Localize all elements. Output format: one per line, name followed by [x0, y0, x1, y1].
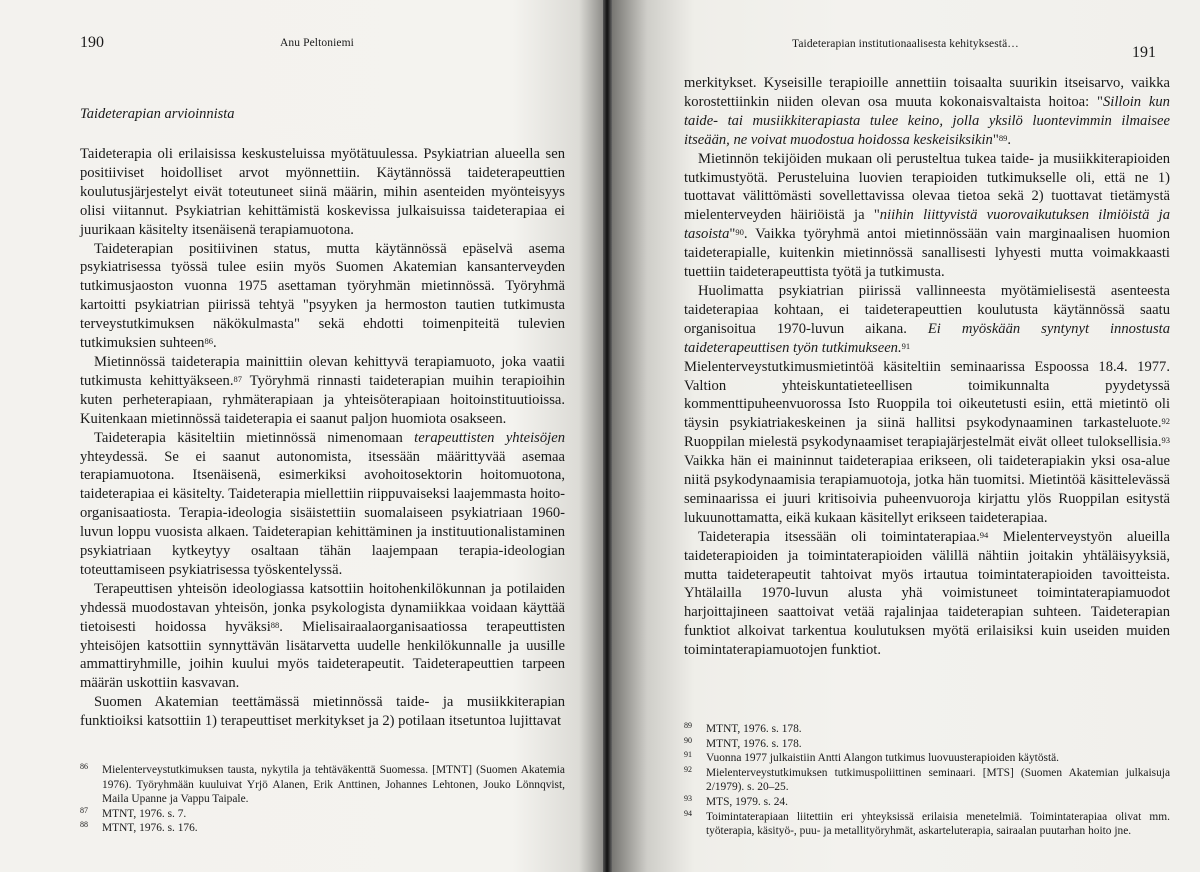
footnote — [684, 737, 1170, 752]
body-paragraph: Mietinnössä taideterapia mainittiin olevan kehittyvä terapiamuoto, joka vaatii tutkimusta kehittyäkseen.$^{87}$ Työryhmä rinnasti taideterapian muihin terapioihin kuten perheterapiaan, ryhmäterapiaan ja yhteisöterapiaan hoitoinstituutioissa. Kuitenkaan mietinnössä taideterapia ei saanut paljon huomiota osakseen. — [80, 353, 565, 427]
italic-span: Ei myöskään syntynyt innostusta taideterapeuttisen työn tutkimukseen. — [684, 320, 1170, 356]
footnote-number: 86 — [80, 762, 88, 771]
footnote-text: MTNT, 1976. s. 7. — [102, 807, 187, 820]
section-heading: Taideterapian arvioinnista — [80, 106, 235, 122]
footnote-number: 87 — [80, 805, 88, 815]
page-number-right: 191 — [1132, 44, 1156, 61]
footnote-number: 94 — [684, 808, 692, 818]
footnote-number: 92 — [684, 764, 692, 774]
footnote-ref: 86 — [204, 336, 213, 347]
body-paragraph: Taideterapia käsiteltiin mietinnössä nimenomaan terapeuttisten yhteisöjen yhteydessä. Se ei saanut autonomista, itsessään määrittyvää asemaa terapiamuotona. Itsenäisenä, esimerkiksi avohoitosektorin hoitomuotona, taideterapiaa ei käsitelty. Taideterapia miellettiin riippuvaiseksi laajemmasta hoito-organisaatiosta. Terapia-ideologia sisäistettiin suomalaiseen psykiatriaan 1960-luvun loppu vuosista alkaen. Taideterapian kehittäminen ja instituutionalistaminen psykiatriaan kytkeytyy osaltaan tähän laajempaan terapia-ideologian toteuttamiseen psykiatrisessa työskentelyssä. — [80, 429, 565, 578]
footnote — [80, 763, 565, 807]
footnote-text: Mielenterveystutkimuksen tausta, nykytila ja tehtäväkenttä Suomessa. [MTNT] (Suomen Akatemia 1976). Työryhmään kuuluivat Yrjö Alanen, Erik Anttinen, Johannes Lehtonen, Jouko Lönnqvist, Maila Upanne ja Vappu Taipale. — [102, 764, 565, 806]
body-paragraph: Mietinnön tekijöiden mukaan oli perusteltua tukea taide- ja musiikkiterapioiden tutkimustyötä. Perusteluina luovien terapioiden tutkimukselle oli, että ne 1) tuottavat välittömästi sovellettavissa olevaa tietoa sekä 2) tuottavat tietämystä mielenterveyden häiriöistä ja "niihin liittyvistä vuorovaikutuksen ilmiöistä ja tasoista"$^{90}$. Vaikka työryhmä antoi mietinnössään vain marginaalisen huomion taideterapialle, kuitenkin mietinnössä sanallisesti lyhyesti mutta voimakkaasti tuettiin taideterapeuttista työtä ja tutkimusta. — [684, 150, 1170, 281]
footnote-number: 90 — [684, 735, 692, 745]
right-footnotes — [684, 722, 1170, 839]
body-paragraph: merkitykset. Kyseisille terapioille annettiin toisaalta suurikin itseisarvo, vaikka korostettiinkin niiden olevan osa muuta kokonaisvaltaista hoitoa: "Silloin kun taide- tai musiikkiterapiasta tulee keino, jolla yksilö luontevimmin ilmaisee itseään, ne voivat muodostua hoidossa keskeisiksikin"$^{89}$. — [684, 75, 1170, 148]
footnote-text: Toimintaterapiaan liitettiin eri yhteyksissä erilaisia menetelmiä. Toimintaterapiaa olivat mm. työterapia, käsityö-, puu- ja metallityöryhmät, askarteluterapia, sairaalan puutarhan hoito jne. — [706, 810, 1170, 838]
footnote — [684, 722, 1170, 737]
footnote-ref: 91 — [901, 340, 911, 351]
footnote-number: 91 — [684, 750, 692, 760]
body-paragraph: Huolimatta psykiatrian piirissä vallinneesta myötämielisestä asenteesta taideterapiaa kohtaan, ei taideterapeuttien koulutusta käytännössä saatu organisoitua 1970-luvun aikana. Ei myöskään syntynyt innostusta taideterapeuttisen työn tutkimukseen.$^{91}$ — [684, 282, 1170, 356]
body-paragraph: Terapeuttisen yhteisön ideologiassa katsottiin hoitohenkilökunnan ja potilaiden yhdessä muodostavan yhteisön, jonka psykologista dynamiikkaa voidaan käyttää tietoisesti hoidossa hyväksi$^{88}$. Mielisairaalaorganisaatiossa terapeuttisten yhteisöjen katsottiin synnyttävän lisätarvetta uudelle henkilökunnalle ja uusille ammattiryhmille, joihin kuului myös taideterapeutit. Taideterapeuttien tarpeen määrän uskottiin kasvavan. — [80, 580, 565, 692]
footnote-ref: 92 — [1161, 416, 1170, 427]
footnote-text: MTNT, 1976. s. 176. — [102, 822, 198, 835]
right-running-head — [684, 34, 1170, 74]
body-paragraph: Taideterapia itsessään oli toimintaterapiaa.$^{94}$ Mielenterveystyön alueilla taideterapioiden ja toimintaterapioiden välillä nähtiin joitakin yhtäläisyyksiä, mutta taideterapeutit tahtoivat myös irtautua toimintaterapioiden tavoitteista. Yhtälailla 1970-luvun alusta yhä voimistuneet toimintaterapiamuodot harjoittajineen saattoivat vetää rajalinjaa taideterapian suhteen. Taideterapian funktiot alkoivat tarkentua koulutuksen myötä erilaisiksi kuin useiden muiden toimintaterapiamuotojen funktiot. — [684, 528, 1170, 659]
footnote-text: MTS, 1979. s. 24. — [706, 795, 788, 808]
body-paragraph: Taideterapian positiivinen status, mutta käytännössä epäselvä asema psykiatrisessa työssä tulee esiin myös Suomen Akatemian kansanterveyden tutkimusjaoston vuonna 1975 asettaman työryhmän mietinnössä. Työryhmä kartoitti psykiatrian piirissä tehtyä "psyyken ja hermoston tautien tutkimusta terveystutkimuksen näkökulmasta" sekä ehdotti toimenpiteitä tulevien tutkimuksien suhteen$^{86}$. — [80, 240, 565, 352]
footnote-ref: 94 — [979, 529, 989, 540]
italic-span: terapeuttisten yhteisöjen — [414, 429, 565, 446]
footnote — [80, 821, 565, 836]
footnote-ref: 88 — [270, 619, 280, 630]
left-body-text — [80, 145, 565, 731]
footnote-number: 89 — [684, 721, 692, 730]
footnote-text: Vuonna 1977 julkaistiin Antti Alangon tutkimus luovuusterapioiden käytöstä. — [706, 752, 1060, 765]
footnote — [684, 795, 1170, 810]
footnote-number: 88 — [80, 820, 88, 830]
footnote — [684, 751, 1170, 766]
body-paragraph: Mielenterveystutkimusmietintöä käsiteltiin seminaarissa Espoossa 18.4. 1977. Valtion yhteiskuntatieteellisen toimikunnalta pyydetyssä kommenttipuheenvuorossa Isto Ruoppila toi oikeutetusti esiin, että mietintö oli täysin psykiatriakeskeinen ja siinä hallitsi psykodynaaminen tarkasteluote.$^{92}$ Ruoppilan mielestä psykodynaamiset terapiajärjestelmät eivät olleet tuloksellisia.$^{93}$ Vaikka hän ei maininnut taideterapiaa erikseen, oli taideterapiakin yksi osa-alue niitä psykodynaamisia terapiamuotoja, jotka hän tuomitsi. Mietintöä käsittelevässä seminaarissa ei juuri kritisoivia puheenvuoroja kirjattu ylös Ruoppilan esitystä lukuunottamatta, eikä kukaan käsitellyt erikseen taideterapiaa. — [684, 358, 1170, 526]
footnote-text: MTNT, 1976. s. 178. — [706, 737, 802, 750]
footnote — [684, 766, 1170, 795]
book-gutter — [603, 0, 612, 872]
right-body-text — [684, 74, 1170, 660]
footnote-number: 93 — [684, 793, 692, 803]
footnote — [80, 807, 565, 822]
left-footnotes — [80, 763, 565, 836]
footnote-text: MTNT, 1976. s. 178. — [706, 723, 802, 735]
footnote-ref: 90 — [735, 227, 744, 238]
footnote — [684, 810, 1170, 839]
running-head-title: Taideterapian institutionaalisesta kehityksestä… — [792, 38, 1019, 50]
footnote-ref: 93 — [1161, 435, 1170, 446]
footnote-ref: 87 — [233, 373, 242, 384]
page-number-left: 190 — [80, 34, 104, 51]
right-page — [612, 0, 1200, 872]
left-running-head — [80, 34, 565, 74]
body-paragraph: Taideterapia oli erilaisissa keskusteluissa myötätuulessa. Psykiatrian alueella sen positiiviset hoidolliset arvot myönnettiin. Käytännössä taideterapeuttien koulutusjärjestelyt eivät toteutuneet siinä määrin, mihin asenteiden myönteisyys olisi viitannut. Psykiatrian kehittämistä koskevissa julkaisuissa taideterapiaa ei juurikaan käsitelty itsenäisenä terapiamuotona. — [80, 146, 565, 238]
footnote-text: Mielenterveystutkimuksen tutkimuspoliittinen seminaari. [MTS] (Suomen Akatemian julkaisuja 2/1979). s. 20–25. — [706, 766, 1170, 794]
footnote-ref: 89 — [998, 132, 1008, 143]
italic-span: niihin liittyvistä vuorovaikutuksen ilmiöistä ja tasoista — [684, 207, 1170, 243]
body-paragraph: Suomen Akatemian teettämässä mietinnössä taide- ja musiikkiterapian funktioiksi katsottiin 1) terapeuttiset merkitykset ja 2) potilaan itsetuntoa lujittavat — [80, 694, 565, 730]
italic-span: Silloin kun taide- tai musiikkiterapiasta tulee keino, jolla yksilö luontevimmin ilmaisee itseään, ne voivat muodostua hoidossa keskeisiksikin — [684, 93, 1170, 148]
running-head-author: Anu Peltoniemi — [280, 37, 354, 49]
